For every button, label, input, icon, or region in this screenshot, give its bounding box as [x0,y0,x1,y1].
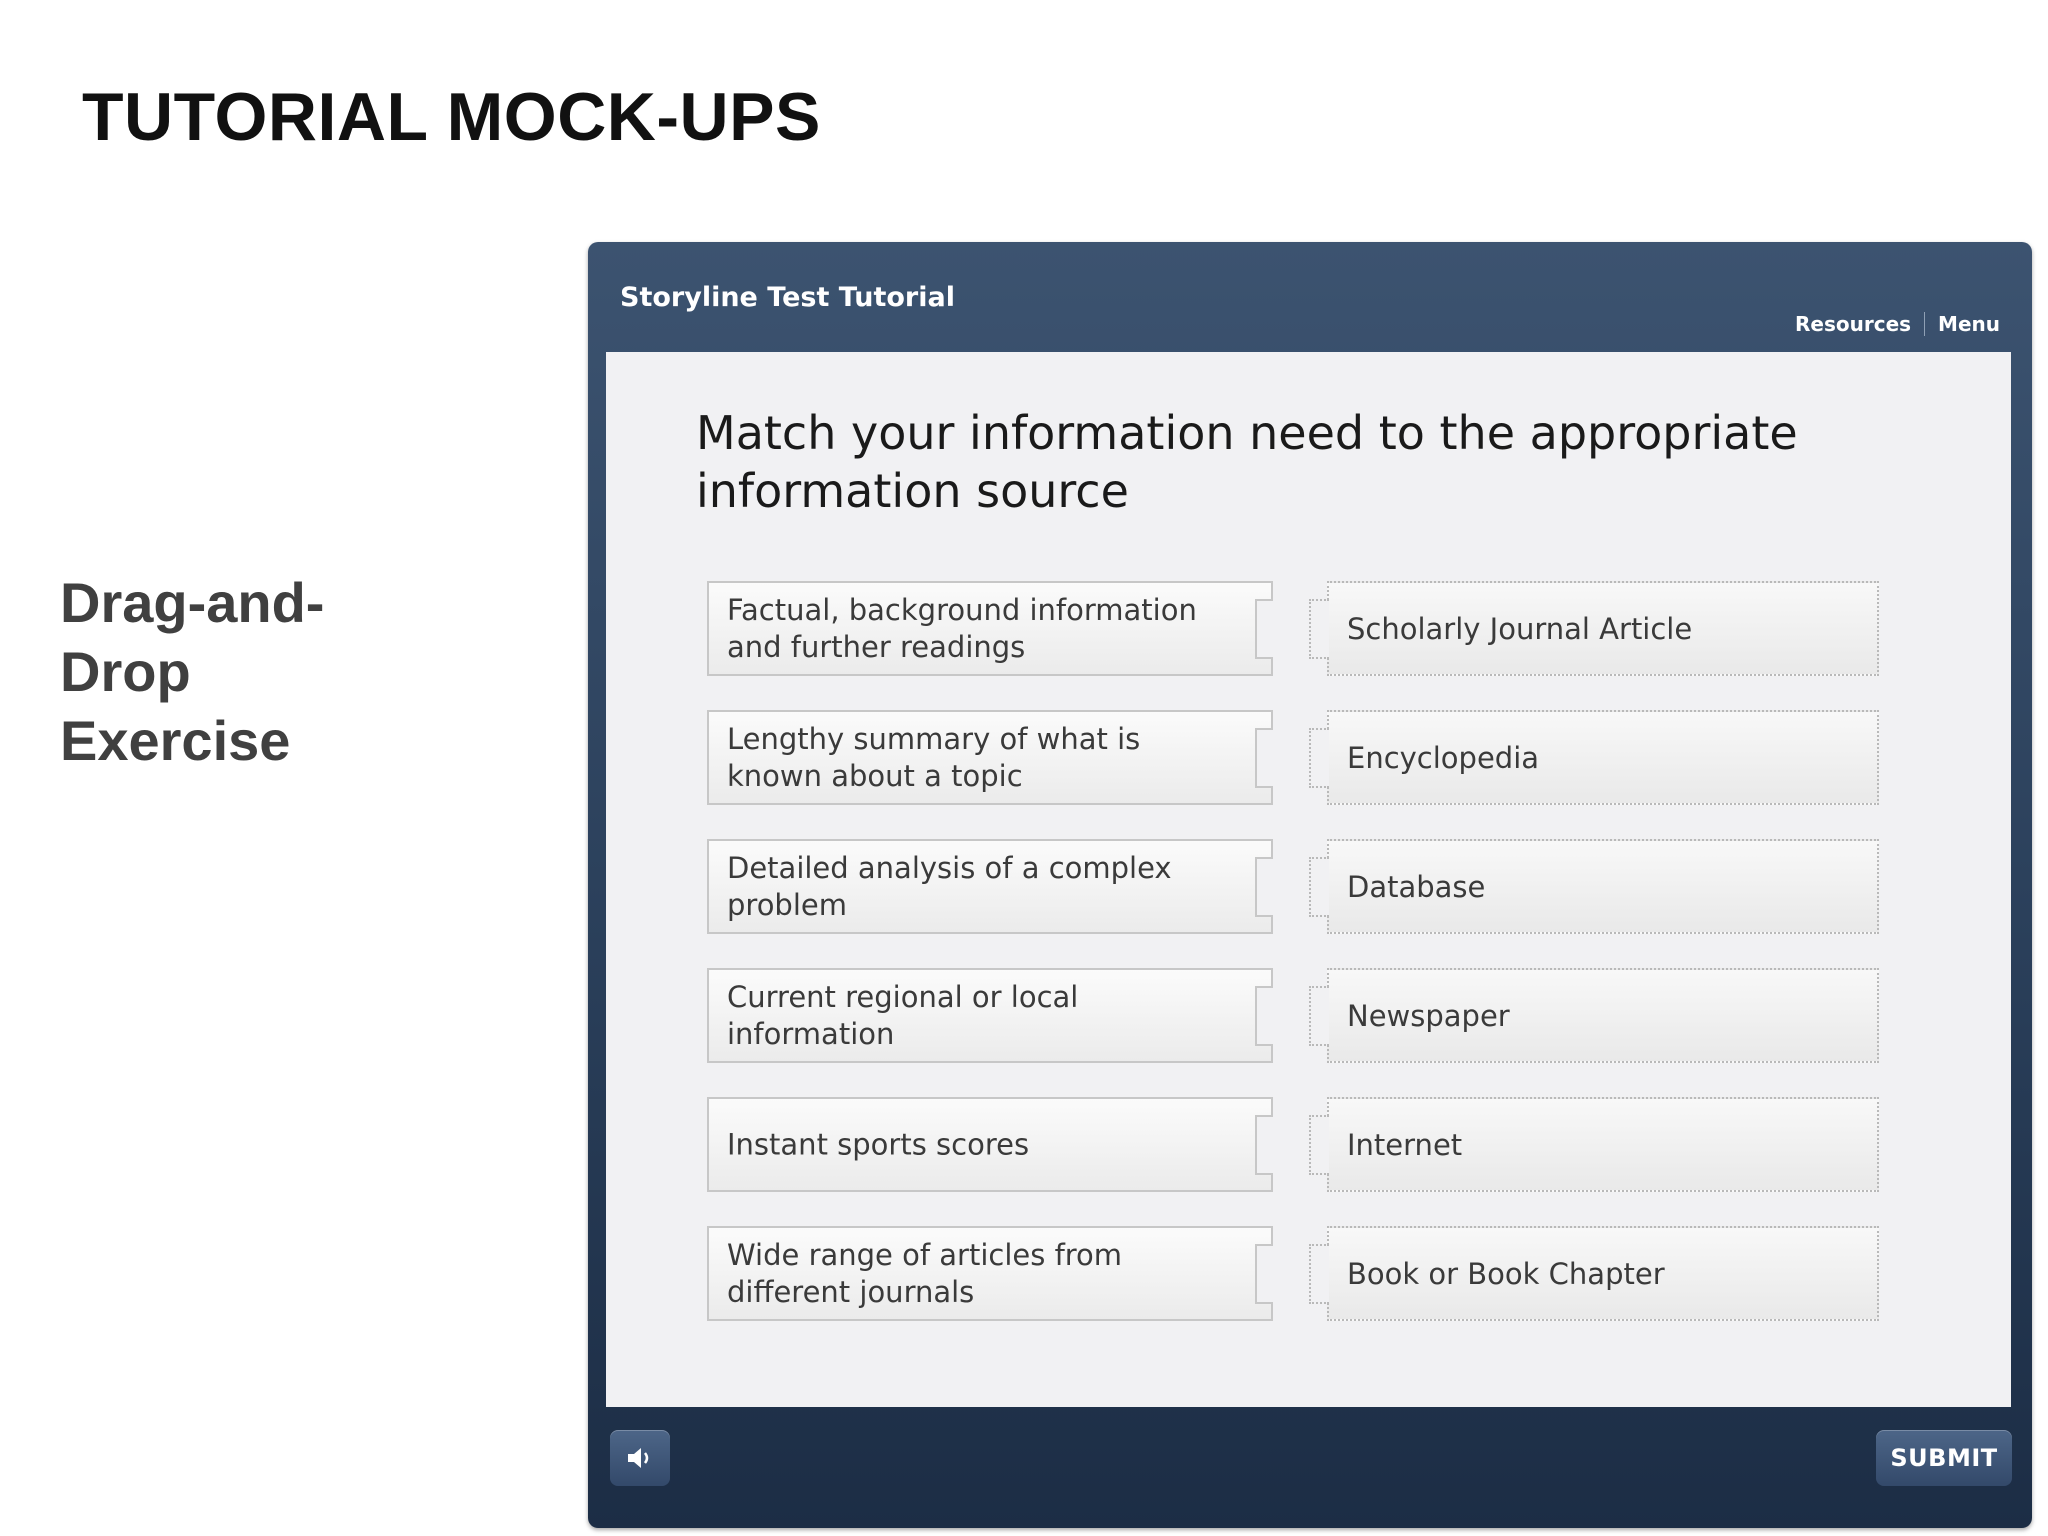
drop-target-tab [1309,728,1329,788]
match-row [707,581,1879,678]
drag-item-label: Detailed analysis of a complex problem [727,850,1172,922]
drag-item-label: Current regional or local information [727,979,1079,1051]
drag-item[interactable] [707,1097,1273,1192]
drop-target[interactable] [1327,839,1879,934]
menu-link[interactable]: Menu [1938,312,2000,336]
drag-item-label: Wide range of articles from different journals [727,1237,1123,1309]
nav-divider [1924,312,1925,336]
player-top-nav [1795,312,2000,336]
drag-item[interactable] [707,968,1273,1063]
submit-button[interactable]: SUBMIT [1876,1430,2012,1486]
match-row [707,710,1879,807]
drop-target-tab [1309,986,1329,1046]
resources-link[interactable]: Resources [1795,312,1912,336]
drop-target-label: Book or Book Chapter [1347,1256,1665,1291]
drag-item-notch [1255,986,1273,1046]
drag-item[interactable] [707,710,1273,805]
drag-item-label: Factual, background information and further readings [727,592,1197,664]
drop-target[interactable] [1327,1097,1879,1192]
slide-title: TUTORIAL MOCK-UPS [82,79,821,155]
drag-item-notch [1255,1115,1273,1175]
drag-item-label: Instant sports scores [727,1127,1030,1161]
question-text: Match your information need to the appropriate information source [696,406,1798,518]
drag-item-notch [1255,857,1273,917]
drop-target-label: Encyclopedia [1347,740,1540,775]
drop-target-label: Database [1347,869,1486,904]
drop-target-label: Scholarly Journal Article [1347,611,1693,646]
slide-stage [606,352,2011,1407]
drop-target[interactable] [1327,968,1879,1063]
drop-target-label: Internet [1347,1127,1463,1162]
drag-item-notch [1255,599,1273,659]
tutorial-player [588,242,2032,1528]
drop-target-tab [1309,1115,1329,1175]
player-title: Storyline Test Tutorial [620,282,955,313]
drag-item-notch [1255,728,1273,788]
drop-target[interactable] [1327,581,1879,676]
side-label: Drag-and-Drop Exercise [60,571,325,772]
drag-item[interactable] [707,581,1273,676]
audio-toggle-button[interactable] [610,1430,670,1486]
match-rows [707,581,1879,1355]
drop-target-tab [1309,599,1329,659]
drop-target-tab [1309,857,1329,917]
drag-item-notch [1255,1244,1273,1304]
drop-target[interactable] [1327,1226,1879,1321]
drop-target-tab [1309,1244,1329,1304]
match-row [707,1226,1879,1323]
drop-target-label: Newspaper [1347,998,1510,1033]
drag-item-label: Lengthy summary of what is known about a topic [727,721,1141,793]
drag-item[interactable] [707,1226,1273,1321]
drag-item[interactable] [707,839,1273,934]
match-row [707,1097,1879,1194]
drop-target[interactable] [1327,710,1879,805]
match-row [707,839,1879,936]
speaker-icon [625,1445,655,1471]
match-row [707,968,1879,1065]
